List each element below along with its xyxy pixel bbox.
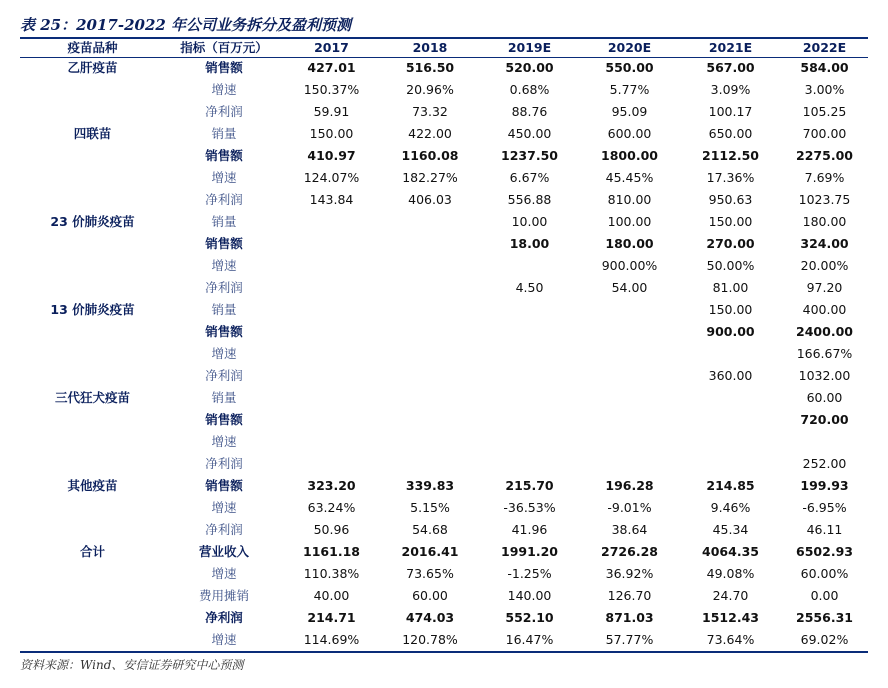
row-value bbox=[283, 233, 380, 255]
bottom-rule bbox=[20, 651, 868, 653]
row-metric: 增速 bbox=[211, 170, 237, 185]
row-value bbox=[283, 365, 380, 387]
row-value: 95.09 bbox=[611, 104, 648, 119]
table-row bbox=[20, 585, 868, 607]
row-value: 105.25 bbox=[802, 104, 847, 119]
table-row bbox=[20, 409, 868, 431]
row-category bbox=[20, 233, 165, 255]
table-row bbox=[20, 189, 868, 211]
row-value bbox=[480, 409, 579, 431]
row-value: 406.03 bbox=[408, 192, 452, 207]
row-value: 900.00 bbox=[706, 324, 755, 339]
row-value: 323.20 bbox=[307, 478, 356, 493]
row-value: 97.20 bbox=[806, 280, 843, 295]
row-value: 73.65% bbox=[406, 566, 454, 581]
row-value: 180.00 bbox=[605, 236, 654, 251]
row-value: 150.00 bbox=[309, 126, 354, 141]
header-year: 2017 bbox=[314, 40, 349, 55]
row-category bbox=[20, 255, 165, 277]
row-value bbox=[380, 299, 480, 321]
row-value bbox=[480, 255, 579, 277]
row-value bbox=[480, 453, 579, 475]
row-metric: 销售额 bbox=[205, 148, 243, 163]
row-value: 182.27% bbox=[402, 170, 458, 185]
row-value bbox=[680, 343, 781, 365]
row-value: 550.00 bbox=[605, 60, 654, 75]
row-value bbox=[579, 321, 680, 343]
row-value: 73.64% bbox=[706, 632, 755, 647]
row-value: 1237.50 bbox=[501, 148, 558, 163]
row-value: 50.00% bbox=[706, 258, 755, 273]
row-category bbox=[20, 497, 165, 519]
row-value: 126.70 bbox=[607, 588, 652, 603]
row-value: 1512.43 bbox=[702, 610, 759, 625]
row-value: 50.96 bbox=[313, 522, 350, 537]
row-value: -6.95% bbox=[802, 500, 847, 515]
row-value: 871.03 bbox=[605, 610, 654, 625]
table-row bbox=[20, 79, 868, 101]
row-value: 0.68% bbox=[509, 82, 550, 97]
row-value bbox=[579, 409, 680, 431]
table-row bbox=[20, 519, 868, 541]
row-value: 110.38% bbox=[303, 566, 360, 581]
row-value: 140.00 bbox=[507, 588, 552, 603]
row-value: 5.15% bbox=[410, 500, 450, 515]
row-metric: 增速 bbox=[211, 82, 237, 97]
row-value: 2400.00 bbox=[796, 324, 853, 339]
row-metric: 增速 bbox=[211, 346, 237, 361]
row-value: 650.00 bbox=[708, 126, 753, 141]
row-value bbox=[480, 387, 579, 409]
row-value bbox=[680, 409, 781, 431]
row-value bbox=[283, 387, 380, 409]
row-value: 150.00 bbox=[708, 302, 753, 317]
row-category bbox=[20, 343, 165, 365]
row-value bbox=[380, 365, 480, 387]
row-value bbox=[283, 211, 380, 233]
row-value bbox=[680, 431, 781, 453]
row-metric: 销量 bbox=[211, 390, 237, 405]
row-value: 81.00 bbox=[712, 280, 749, 295]
row-value: 1991.20 bbox=[501, 544, 558, 559]
row-category bbox=[20, 167, 165, 189]
row-category bbox=[20, 365, 165, 387]
table-row bbox=[20, 475, 868, 497]
row-value: 100.00 bbox=[607, 214, 652, 229]
row-value bbox=[283, 255, 380, 277]
row-value: 252.00 bbox=[802, 456, 847, 471]
row-value bbox=[579, 431, 680, 453]
row-value: 1032.00 bbox=[798, 368, 851, 383]
row-metric: 净利润 bbox=[205, 104, 243, 119]
row-value bbox=[579, 387, 680, 409]
row-value bbox=[480, 365, 579, 387]
row-value: 45.34 bbox=[712, 522, 749, 537]
row-value: 270.00 bbox=[706, 236, 755, 251]
row-value bbox=[283, 321, 380, 343]
row-value: 900.00% bbox=[601, 258, 658, 273]
row-value: 1023.75 bbox=[798, 192, 851, 207]
row-category: 23 价肺炎疫苗 bbox=[50, 214, 135, 229]
table-title: 表 25：2017-2022 年公司业务拆分及盈利预测 bbox=[20, 16, 352, 34]
row-category: 13 价肺炎疫苗 bbox=[50, 302, 135, 317]
forecast-table bbox=[20, 39, 868, 651]
row-value: 950.63 bbox=[708, 192, 753, 207]
row-value bbox=[283, 343, 380, 365]
row-value: -9.01% bbox=[607, 500, 652, 515]
row-metric: 增速 bbox=[211, 434, 237, 449]
row-value bbox=[283, 277, 380, 299]
row-value bbox=[579, 299, 680, 321]
row-category bbox=[20, 321, 165, 343]
row-metric: 费用摊销 bbox=[198, 588, 249, 603]
row-metric: 销售额 bbox=[205, 60, 243, 75]
row-category bbox=[20, 79, 165, 101]
row-value: 215.70 bbox=[505, 478, 554, 493]
row-value: 143.84 bbox=[309, 192, 354, 207]
row-value bbox=[380, 387, 480, 409]
row-value: 214.85 bbox=[706, 478, 755, 493]
row-value: 60.00 bbox=[412, 588, 448, 603]
row-value: 10.00 bbox=[511, 214, 548, 229]
table-row bbox=[20, 277, 868, 299]
row-value: 16.47% bbox=[505, 632, 554, 647]
row-value bbox=[579, 343, 680, 365]
table-row bbox=[20, 629, 868, 651]
table-row bbox=[20, 145, 868, 167]
row-value: 9.46% bbox=[710, 500, 751, 515]
row-value: 427.01 bbox=[307, 60, 356, 75]
table-row bbox=[20, 101, 868, 123]
row-metric: 净利润 bbox=[205, 368, 243, 383]
row-value: 0.00 bbox=[810, 588, 839, 603]
row-value: 4064.35 bbox=[702, 544, 759, 559]
row-value: 552.10 bbox=[505, 610, 554, 625]
row-value bbox=[380, 255, 480, 277]
row-value: 180.00 bbox=[802, 214, 847, 229]
table-row bbox=[20, 123, 868, 145]
row-value: 38.64 bbox=[611, 522, 648, 537]
row-value bbox=[781, 431, 868, 453]
table-row bbox=[20, 321, 868, 343]
row-value bbox=[579, 365, 680, 387]
row-value bbox=[380, 233, 480, 255]
row-value: 339.83 bbox=[405, 478, 455, 493]
row-metric: 净利润 bbox=[205, 192, 243, 207]
row-category bbox=[20, 563, 165, 585]
row-value: 3.09% bbox=[710, 82, 751, 97]
row-value bbox=[480, 431, 579, 453]
row-value: 24.70 bbox=[712, 588, 749, 603]
table-row bbox=[20, 497, 868, 519]
row-value: -36.53% bbox=[503, 500, 556, 515]
row-metric: 净利润 bbox=[205, 456, 243, 471]
table-row bbox=[20, 233, 868, 255]
row-value: 567.00 bbox=[706, 60, 755, 75]
row-category bbox=[20, 431, 165, 453]
row-value: 40.00 bbox=[313, 588, 350, 603]
row-metric: 增速 bbox=[211, 258, 237, 273]
header-year: 2019E bbox=[507, 40, 552, 55]
row-value: 5.77% bbox=[609, 82, 650, 97]
row-value: 2726.28 bbox=[601, 544, 658, 559]
header-year: 2021E bbox=[708, 40, 753, 55]
row-value: 20.96% bbox=[406, 82, 454, 97]
table-row bbox=[20, 255, 868, 277]
row-metric: 销量 bbox=[211, 302, 237, 317]
row-value bbox=[480, 299, 579, 321]
row-value bbox=[380, 409, 480, 431]
row-value: 60.00% bbox=[800, 566, 849, 581]
row-value bbox=[579, 453, 680, 475]
row-value bbox=[283, 409, 380, 431]
table-row bbox=[20, 607, 868, 629]
row-value: 556.88 bbox=[507, 192, 552, 207]
row-value: 324.00 bbox=[800, 236, 849, 251]
row-value: 54.68 bbox=[412, 522, 448, 537]
row-value bbox=[380, 453, 480, 475]
row-value: 2275.00 bbox=[796, 148, 853, 163]
row-value: 17.36% bbox=[706, 170, 755, 185]
header-year: 2020E bbox=[607, 40, 652, 55]
row-metric: 净利润 bbox=[205, 522, 243, 537]
table-row bbox=[20, 299, 868, 321]
row-value: 4.50 bbox=[515, 280, 544, 295]
row-value: 810.00 bbox=[607, 192, 652, 207]
row-value: 69.02% bbox=[800, 632, 849, 647]
row-metric: 销售额 bbox=[205, 324, 243, 339]
row-category bbox=[20, 519, 165, 541]
row-metric: 净利润 bbox=[205, 280, 243, 295]
row-value: 720.00 bbox=[800, 412, 849, 427]
row-value: 7.69% bbox=[804, 170, 845, 185]
row-value bbox=[380, 343, 480, 365]
row-category bbox=[20, 101, 165, 123]
row-value: 57.77% bbox=[605, 632, 654, 647]
row-value bbox=[480, 343, 579, 365]
row-category bbox=[20, 585, 165, 607]
row-value: 516.50 bbox=[405, 60, 455, 75]
row-metric: 销售额 bbox=[205, 236, 243, 251]
row-category: 乙肝疫苗 bbox=[67, 60, 118, 75]
row-value: 2016.41 bbox=[401, 544, 459, 559]
row-value bbox=[283, 431, 380, 453]
row-value bbox=[283, 453, 380, 475]
row-value: 2112.50 bbox=[702, 148, 759, 163]
row-value bbox=[380, 277, 480, 299]
row-category bbox=[20, 629, 165, 651]
table-row bbox=[20, 387, 868, 409]
row-value: 88.76 bbox=[511, 104, 548, 119]
row-metric: 营业收入 bbox=[198, 544, 249, 559]
row-value: 49.08% bbox=[706, 566, 755, 581]
table-row bbox=[20, 541, 868, 563]
row-value: 18.00 bbox=[509, 236, 550, 251]
row-value bbox=[680, 453, 781, 475]
header-category: 疫苗品种 bbox=[67, 40, 118, 55]
row-value: 60.00 bbox=[806, 390, 843, 405]
row-value: 450.00 bbox=[507, 126, 552, 141]
row-value: 59.91 bbox=[313, 104, 350, 119]
row-value bbox=[680, 387, 781, 409]
row-value: 600.00 bbox=[607, 126, 652, 141]
row-metric: 增速 bbox=[211, 500, 237, 515]
row-value: 120.78% bbox=[402, 632, 458, 647]
row-value: 20.00% bbox=[800, 258, 849, 273]
row-value bbox=[380, 431, 480, 453]
row-metric: 销量 bbox=[211, 214, 237, 229]
row-value: 45.45% bbox=[605, 170, 654, 185]
row-value bbox=[380, 321, 480, 343]
row-category: 其他疫苗 bbox=[67, 478, 118, 493]
row-value: 41.96 bbox=[511, 522, 548, 537]
row-metric: 销量 bbox=[211, 126, 237, 141]
row-metric: 增速 bbox=[211, 566, 237, 581]
table-row bbox=[20, 365, 868, 387]
row-metric: 净利润 bbox=[205, 610, 243, 625]
row-category: 四联苗 bbox=[73, 126, 112, 141]
row-value: 2556.31 bbox=[796, 610, 853, 625]
row-value: 114.69% bbox=[303, 632, 360, 647]
row-category bbox=[20, 409, 165, 431]
row-value: 150.37% bbox=[303, 82, 360, 97]
row-value: 46.11 bbox=[806, 522, 843, 537]
row-value: 700.00 bbox=[802, 126, 847, 141]
row-value: 3.00% bbox=[804, 82, 845, 97]
row-category bbox=[20, 453, 165, 475]
source-note: 资料来源：Wind、安信证券研究中心预测 bbox=[20, 658, 244, 672]
row-value: 6502.93 bbox=[796, 544, 853, 559]
row-metric: 销售额 bbox=[205, 478, 243, 493]
header-row bbox=[20, 39, 868, 57]
row-value: 360.00 bbox=[708, 368, 753, 383]
row-value: 1800.00 bbox=[601, 148, 658, 163]
table-row bbox=[20, 563, 868, 585]
table-body bbox=[20, 57, 868, 651]
row-category bbox=[20, 145, 165, 167]
row-value: 54.00 bbox=[611, 280, 648, 295]
row-value: 63.24% bbox=[307, 500, 356, 515]
row-value: 196.28 bbox=[605, 478, 654, 493]
table-row bbox=[20, 211, 868, 233]
row-value: 100.17 bbox=[708, 104, 753, 119]
row-category bbox=[20, 607, 165, 629]
row-category: 三代狂犬疫苗 bbox=[54, 390, 130, 405]
row-value: 474.03 bbox=[405, 610, 455, 625]
header-metric: 指标（百万元） bbox=[180, 40, 268, 55]
row-category bbox=[20, 189, 165, 211]
row-value: 1160.08 bbox=[401, 148, 459, 163]
row-value: 199.93 bbox=[800, 478, 849, 493]
header-year: 2022E bbox=[802, 40, 847, 55]
row-value: -1.25% bbox=[507, 566, 552, 581]
row-value: 584.00 bbox=[800, 60, 849, 75]
row-category bbox=[20, 277, 165, 299]
row-value bbox=[283, 299, 380, 321]
row-value: 73.32 bbox=[412, 104, 448, 119]
row-value: 214.71 bbox=[307, 610, 356, 625]
row-category: 合计 bbox=[79, 544, 105, 559]
row-value: 1161.18 bbox=[303, 544, 360, 559]
row-value: 6.67% bbox=[509, 170, 550, 185]
row-metric: 增速 bbox=[211, 632, 237, 647]
table-row bbox=[20, 167, 868, 189]
row-value bbox=[380, 211, 480, 233]
row-value: 36.92% bbox=[605, 566, 654, 581]
row-value: 422.00 bbox=[408, 126, 452, 141]
table-row bbox=[20, 343, 868, 365]
row-value: 166.67% bbox=[796, 346, 853, 361]
table-row bbox=[20, 431, 868, 453]
row-value: 520.00 bbox=[505, 60, 554, 75]
table-row bbox=[20, 453, 868, 475]
row-value: 124.07% bbox=[303, 170, 360, 185]
row-value bbox=[480, 321, 579, 343]
row-value: 400.00 bbox=[802, 302, 847, 317]
header-year: 2018 bbox=[412, 40, 448, 55]
row-value: 410.97 bbox=[307, 148, 356, 163]
table-row bbox=[20, 57, 868, 79]
row-metric: 销售额 bbox=[205, 412, 243, 427]
row-value: 150.00 bbox=[708, 214, 753, 229]
